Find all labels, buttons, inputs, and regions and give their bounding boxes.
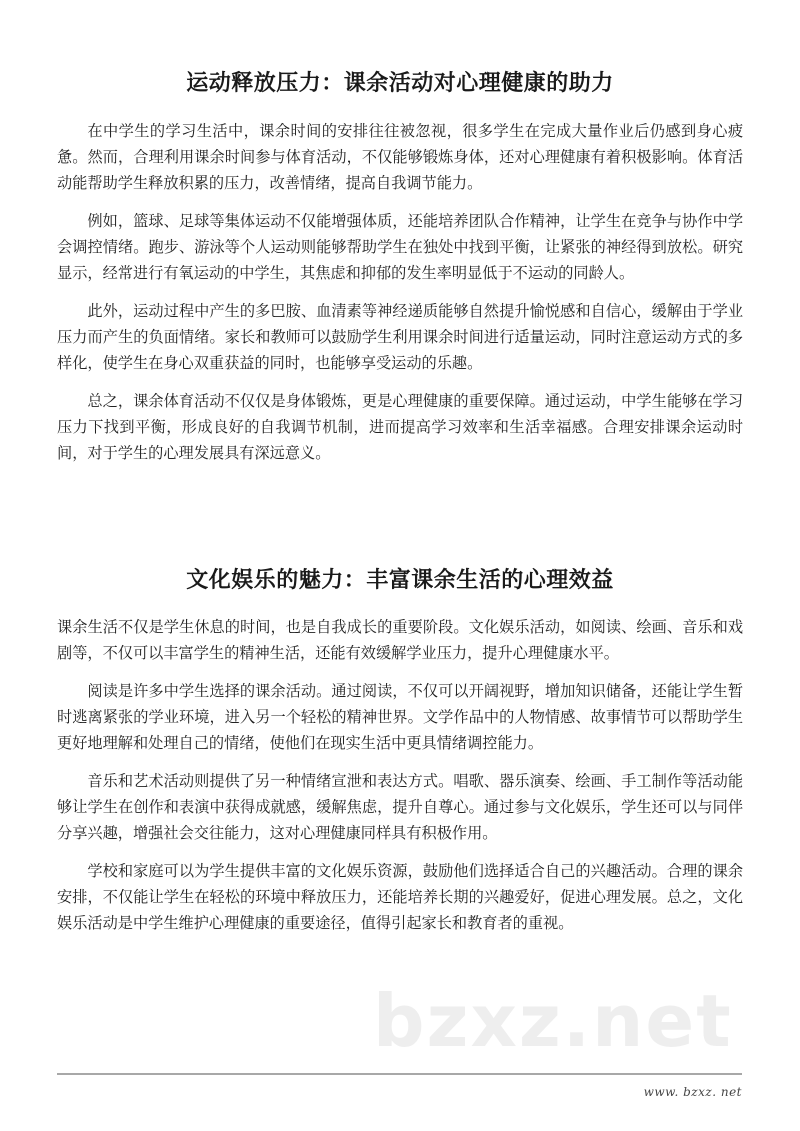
section-title-sports: 运动释放压力：课余活动对心理健康的助力 (186, 71, 614, 96)
paragraph: 阅读是许多中学生选择的课余活动。通过阅读，不仅可以开阔视野，增加知识储备，还能让学生暂时逃离紧张的学业环境，进入另一个轻松的精神世界。文学作品中的人物情感、故事情节可以帮助学生更好地理解和处理自己的情绪，使他们在现实生活中更具情绪调控能力。 (57, 682, 743, 752)
paragraph: 课余生活不仅是学生休息的时间，也是自我成长的重要阶段。文化娱乐活动，如阅读、绘画、音乐和戏剧等，不仅可以丰富学生的精神生活，还能有效缓解学业压力，提升心理健康水平。 (57, 618, 743, 662)
paragraph: 在中学生的学习生活中，课余时间的安排往往被忽视，很多学生在完成大量作业后仍感到身心疲惫。然而，合理利用课余时间参与体育活动，不仅能够锻炼身体，还对心理健康有着积极影响。体育活动能帮助学生释放积累的压力，改善情绪，提高自我调节能力。 (57, 122, 743, 192)
paragraph: 例如，篮球、足球等集体运动不仅能增强体质，还能培养团队合作精神，让学生在竞争与协作中学会调控情绪。跑步、游泳等个人运动则能够帮助学生在独处中找到平衡，让紧张的神经得到放松。研究显示，经常进行有氧运动的中学生，其焦虑和抑郁的发生率明显低于不运动的同龄人。 (57, 212, 743, 282)
paragraph: 音乐和艺术活动则提供了另一种情绪宣泄和表达方式。唱歌、器乐演奏、绘画、手工制作等活动能够让学生在创作和表演中获得成就感，缓解焦虑，提升自尊心。通过参与文化娱乐，学生还可以与同伴分享兴趣，增强社会交往能力，这对心理健康同样具有积极作用。 (57, 772, 743, 842)
section-body-sports (57, 118, 743, 478)
watermark: bzxz.net (373, 979, 733, 1063)
paragraph: 学校和家庭可以为学生提供丰富的文化娱乐资源，鼓励他们选择适合自己的兴趣活动。合理的课余安排，不仅能让学生在轻松的环境中释放压力，还能培养长期的兴趣爱好，促进心理发展。总之，文化娱乐活动是中学生维护心理健康的重要途径，值得引起家长和教育者的重视。 (57, 862, 743, 932)
paragraph: 总之，课余体育活动不仅仅是身体锻炼，更是心理健康的重要保障。通过运动，中学生能够在学习压力下找到平衡，形成良好的自我调节机制，进而提高学习效率和生活幸福感。合理安排课余运动时间，对于学生的心理发展具有深远意义。 (57, 392, 743, 462)
section-body-culture (57, 614, 743, 948)
footer-url: www. bzxz. net (643, 1085, 742, 1099)
paragraph: 此外，运动过程中产生的多巴胺、血清素等神经递质能够自然提升愉悦感和自信心，缓解由于学业压力而产生的负面情绪。家长和教师可以鼓励学生利用课余时间进行适量运动，同时注意运动方式的多样化，使学生在身心双重获益的同时，也能够享受运动的乐趣。 (57, 302, 743, 372)
footer-divider (57, 1073, 742, 1075)
section-title-culture: 文化娱乐的魅力：丰富课余生活的心理效益 (186, 568, 614, 593)
